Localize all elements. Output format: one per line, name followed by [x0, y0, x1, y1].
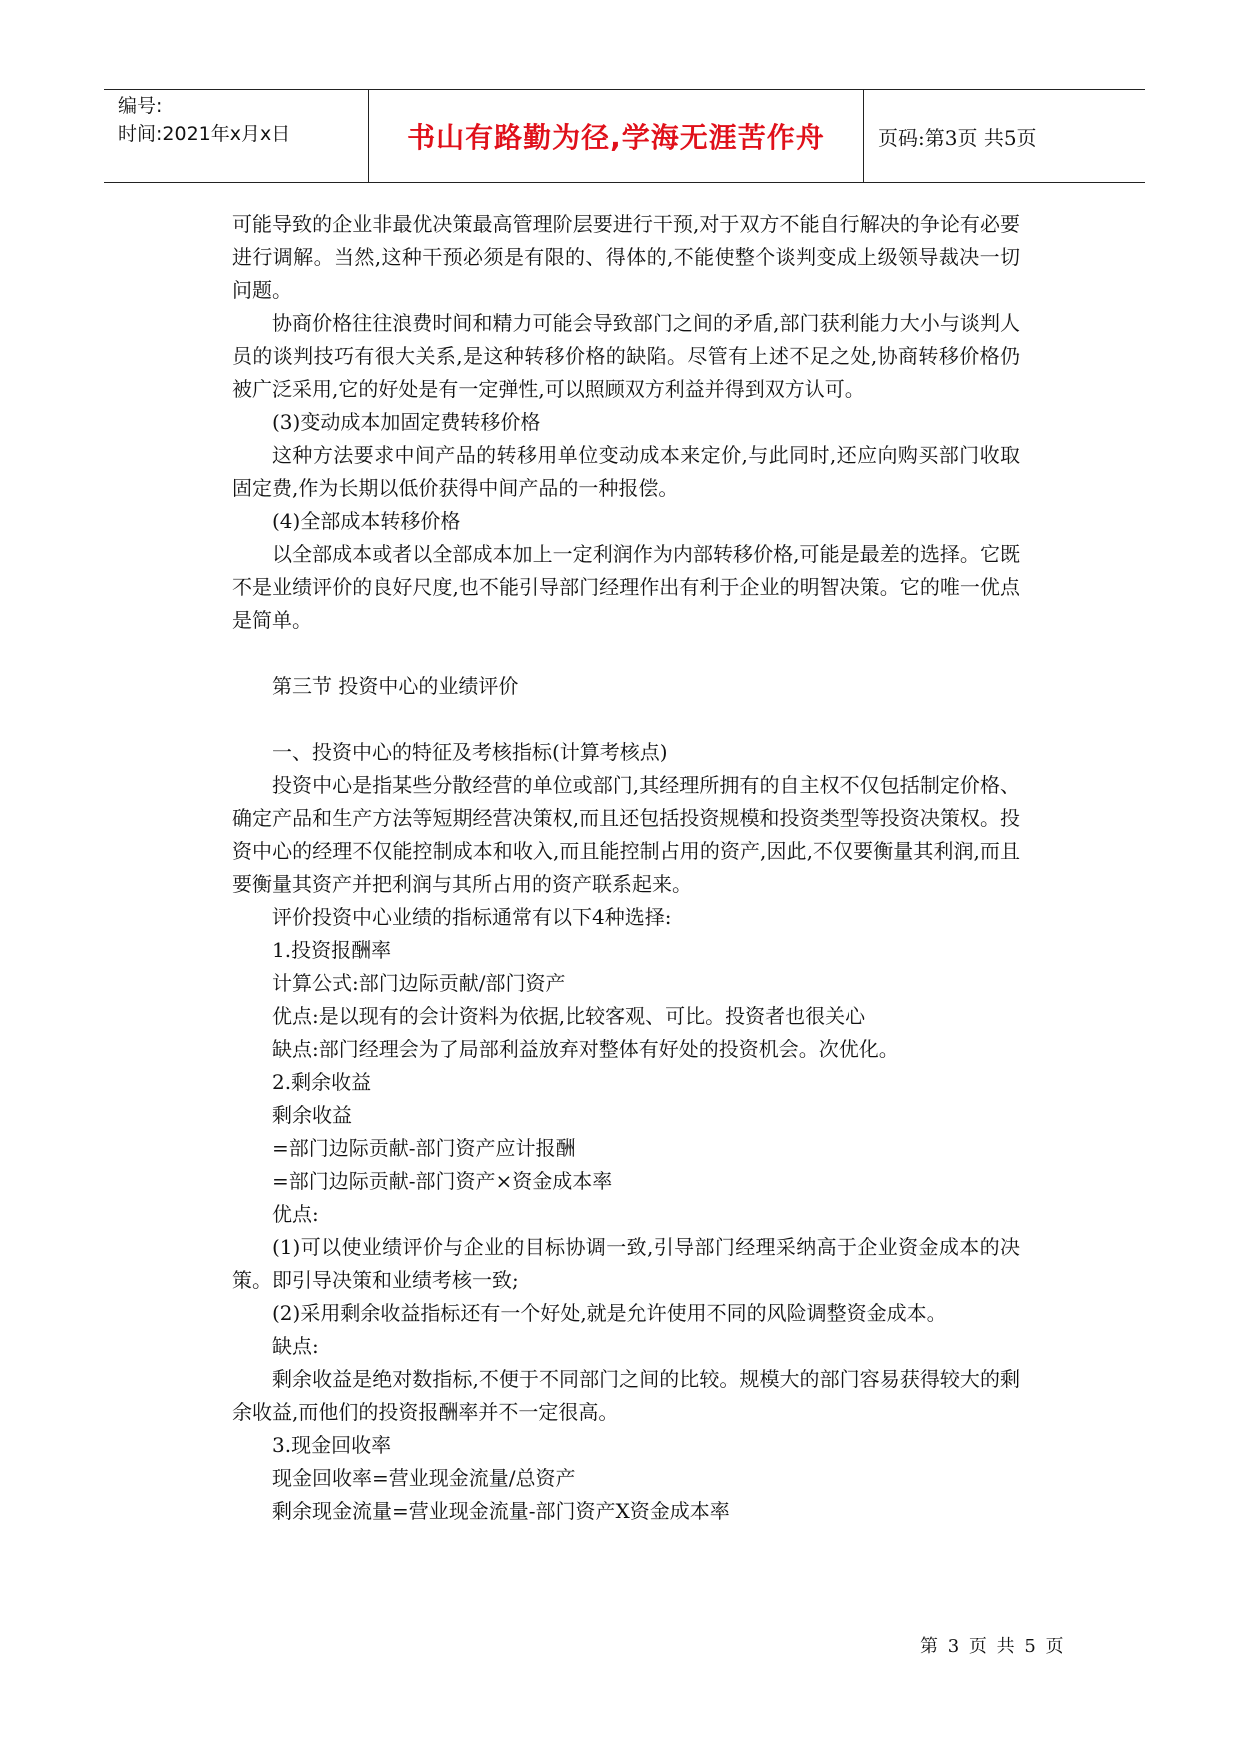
subheading: (4)全部成本转移价格 — [272, 509, 461, 533]
list-item: 3.现金回收率 — [272, 1433, 392, 1457]
list-item: 1.投资报酬率 — [272, 938, 392, 962]
document-body — [232, 208, 1020, 1528]
paragraph: (2)采用剩余收益指标还有一个好处,就是允许使用不同的风险调整资金成本。 — [272, 1301, 947, 1325]
paragraph: 缺点:部门经理会为了局部利益放弃对整体有好处的投资机会。次优化。 — [272, 1037, 899, 1061]
paragraph: 剩余收益 — [272, 1103, 352, 1127]
paragraph: 以全部成本或者以全部成本加上一定利润作为内部转移价格,可能是最差的选择。它既不是业绩评价的良好尺度,也不能引导部门经理作出有利于企业的明智决策。它的唯一优点是简单。 — [232, 542, 1020, 632]
paragraph: 评价投资中心业绩的指标通常有以下4种选择: — [272, 905, 672, 929]
spacer — [232, 637, 1020, 670]
paragraph: 协商价格往往浪费时间和精力可能会导致部门之间的矛盾,部门获利能力大小与谈判人员的谈判技巧有很大关系,是这种转移价格的缺陷。尽管有上述不足之处,协商转移价格仍被广泛采用,它的好处是有一定弹性,可以照顾双方利益并得到双方认可。 — [232, 311, 1020, 401]
spacer — [232, 703, 1020, 736]
paragraph: 优点:是以现有的会计资料为依据,比较客观、可比。投资者也很关心 — [272, 1004, 866, 1028]
time-label: 时间:2021年x月x日 — [118, 123, 291, 145]
number-label: 编号: — [118, 95, 163, 117]
section-heading: 第三节 投资中心的业绩评价 — [272, 674, 519, 698]
document-header — [104, 89, 1145, 183]
subsection-heading: 一、投资中心的特征及考核指标(计算考核点) — [272, 740, 668, 764]
header-meta — [104, 90, 369, 182]
paragraph: 投资中心是指某些分散经营的单位或部门,其经理所拥有的自主权不仅包括制定价格、确定产品和生产方法等短期经营决策权,而且还包括投资规模和投资类型等投资决策权。投资中心的经理不仅能控制成本和收入,而且能控制占用的资产,因此,不仅要衡量其利润,而且要衡量其资产并把利润与其所占用的资产联系起来。 — [232, 773, 1020, 896]
formula-line: 剩余现金流量=营业现金流量-部门资产X资金成本率 — [272, 1499, 730, 1523]
formula-line: =部门边际贡献-部门资产应计报酬 — [272, 1136, 576, 1160]
paragraph: 优点: — [272, 1202, 319, 1226]
subheading: (3)变动成本加固定费转移价格 — [272, 410, 541, 434]
page-footer: 第 3 页 共 5 页 — [920, 1636, 1066, 1657]
paragraph: 剩余收益是绝对数指标,不便于不同部门之间的比较。规模大的部门容易获得较大的剩余收益,而他们的投资报酬率并不一定很高。 — [232, 1367, 1020, 1424]
list-item: 2.剩余收益 — [272, 1070, 372, 1094]
header-page-label: 页码:第3页 共5页 — [878, 125, 1037, 150]
paragraph: (1)可以使业绩评价与企业的目标协调一致,引导部门经理采纳高于企业资金成本的决策。即引导决策和业绩考核一致; — [232, 1235, 1020, 1292]
paragraph: 缺点: — [272, 1334, 319, 1358]
paragraph: 可能导致的企业非最优决策最高管理阶层要进行干预,对于双方不能自行解决的争论有必要进行调解。当然,这种干预必须是有限的、得体的,不能使整个谈判变成上级领导裁决一切问题。 — [232, 212, 1020, 302]
paragraph: 计算公式:部门边际贡献/部门资产 — [272, 971, 566, 995]
formula-line: =部门边际贡献-部门资产×资金成本率 — [272, 1169, 613, 1193]
formula-line: 现金回收率=营业现金流量/总资产 — [272, 1466, 576, 1490]
paragraph: 这种方法要求中间产品的转移用单位变动成本来定价,与此同时,还应向购买部门收取固定费,作为长期以低价获得中间产品的一种报偿。 — [232, 443, 1020, 500]
header-motto: 书山有路勤为径,学海无涯苦作舟 — [369, 90, 864, 182]
